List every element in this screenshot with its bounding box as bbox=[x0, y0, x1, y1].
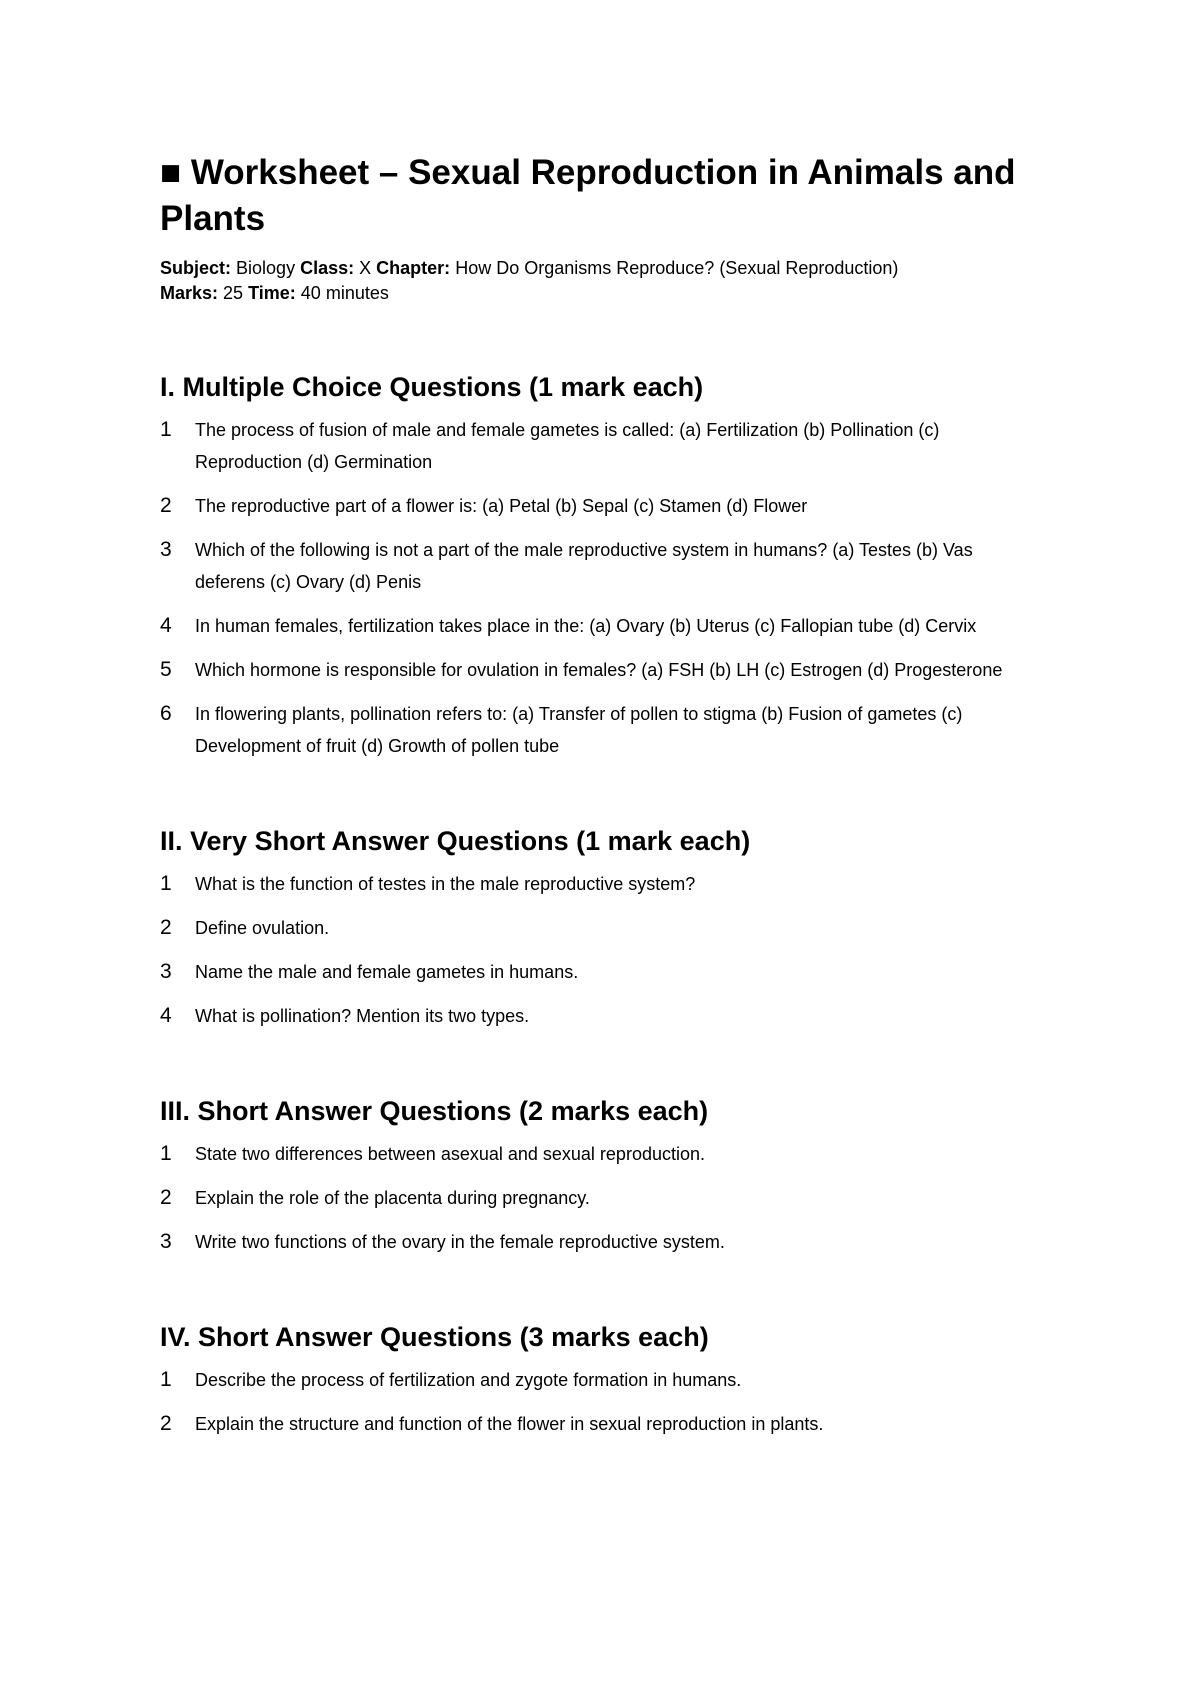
question-number: 2 bbox=[160, 494, 172, 517]
question-item bbox=[160, 490, 1060, 522]
question-number: 5 bbox=[160, 658, 172, 681]
question-item bbox=[160, 912, 1060, 944]
section-short-answer-3-marks bbox=[160, 1320, 1060, 1440]
section-very-short-answer bbox=[160, 824, 1060, 1032]
question-item bbox=[160, 534, 1060, 598]
question-list bbox=[160, 868, 1060, 1032]
question-text: State two differences between asexual and sexual reproduction. bbox=[195, 1144, 705, 1164]
question-text: Explain the structure and function of the flower in sexual reproduction in plants. bbox=[195, 1414, 824, 1434]
question-item bbox=[160, 654, 1060, 686]
question-item bbox=[160, 868, 1060, 900]
class-value: X bbox=[359, 258, 372, 278]
subject-label: Subject: bbox=[160, 258, 232, 278]
question-item bbox=[160, 1000, 1060, 1032]
question-item bbox=[160, 1138, 1060, 1170]
question-list bbox=[160, 414, 1060, 762]
worksheet-title: ■ Worksheet – Sexual Reproduction in Animals and Plants bbox=[160, 153, 1016, 238]
section-multiple-choice bbox=[160, 370, 1060, 762]
worksheet-page bbox=[160, 150, 1060, 1452]
question-item bbox=[160, 956, 1060, 988]
worksheet-meta bbox=[160, 256, 1060, 306]
meta-line-2 bbox=[160, 281, 1060, 306]
question-item bbox=[160, 1226, 1060, 1258]
question-number: 3 bbox=[160, 960, 172, 983]
marks-value: 25 bbox=[223, 283, 244, 303]
class-label: Class: bbox=[300, 258, 355, 278]
question-text: Describe the process of fertilization and zygote formation in humans. bbox=[195, 1370, 742, 1390]
question-number: 3 bbox=[160, 1230, 172, 1253]
question-list bbox=[160, 1364, 1060, 1440]
chapter-value: How Do Organisms Reproduce? (Sexual Reproduction) bbox=[455, 258, 899, 278]
question-item bbox=[160, 698, 1060, 762]
question-item bbox=[160, 1364, 1060, 1396]
question-number: 3 bbox=[160, 538, 172, 561]
section-short-answer-2-marks bbox=[160, 1094, 1060, 1258]
question-number: 6 bbox=[160, 702, 172, 725]
question-text: Define ovulation. bbox=[195, 918, 330, 938]
meta-line-1 bbox=[160, 256, 1060, 281]
section-heading: II. Very Short Answer Questions (1 mark each) bbox=[160, 826, 751, 856]
time-value: 40 minutes bbox=[300, 283, 389, 303]
time-label: Time: bbox=[248, 283, 296, 303]
question-item bbox=[160, 414, 1060, 478]
section-heading: III. Short Answer Questions (2 marks each) bbox=[160, 1096, 709, 1126]
question-number: 4 bbox=[160, 1004, 172, 1027]
question-item bbox=[160, 610, 1060, 642]
question-text: Which of the following is not a part of the male reproductive system in humans? (a) Testes (b) Vas deferens (c) Ovary (d) Penis bbox=[195, 540, 973, 592]
question-number: 4 bbox=[160, 614, 172, 637]
question-number: 2 bbox=[160, 1186, 172, 1209]
question-item bbox=[160, 1408, 1060, 1440]
marks-label: Marks: bbox=[160, 283, 219, 303]
question-text: The reproductive part of a flower is: (a) Petal (b) Sepal (c) Stamen (d) Flower bbox=[195, 496, 808, 516]
section-heading: I. Multiple Choice Questions (1 mark each) bbox=[160, 372, 704, 402]
question-number: 1 bbox=[160, 1142, 172, 1165]
question-number: 1 bbox=[160, 872, 172, 895]
question-number: 2 bbox=[160, 1412, 172, 1435]
subject-value: Biology bbox=[236, 258, 296, 278]
question-number: 2 bbox=[160, 916, 172, 939]
question-item bbox=[160, 1182, 1060, 1214]
question-text: Explain the role of the placenta during pregnancy. bbox=[195, 1188, 590, 1208]
question-number: 1 bbox=[160, 1368, 172, 1391]
question-text: Write two functions of the ovary in the female reproductive system. bbox=[195, 1232, 725, 1252]
question-text: What is pollination? Mention its two types. bbox=[195, 1006, 530, 1026]
question-list bbox=[160, 1138, 1060, 1258]
section-heading: IV. Short Answer Questions (3 marks each) bbox=[160, 1322, 709, 1352]
question-text: Name the male and female gametes in humans. bbox=[195, 962, 579, 982]
question-text: In human females, fertilization takes place in the: (a) Ovary (b) Uterus (c) Fallopian tube (d) Cervix bbox=[195, 616, 977, 636]
chapter-label: Chapter: bbox=[376, 258, 451, 278]
question-text: The process of fusion of male and female gametes is called: (a) Fertilization (b) Pollination (c) Reproduction (d) Germination bbox=[195, 420, 940, 472]
question-text: In flowering plants, pollination refers to: (a) Transfer of pollen to stigma (b) Fusion of gametes (c) Development of fruit (d) Growth of pollen tube bbox=[195, 704, 963, 756]
question-text: Which hormone is responsible for ovulation in females? (a) FSH (b) LH (c) Estrogen (d) Progesterone bbox=[195, 660, 1003, 680]
question-number: 1 bbox=[160, 418, 172, 441]
question-text: What is the function of testes in the male reproductive system? bbox=[195, 874, 696, 894]
